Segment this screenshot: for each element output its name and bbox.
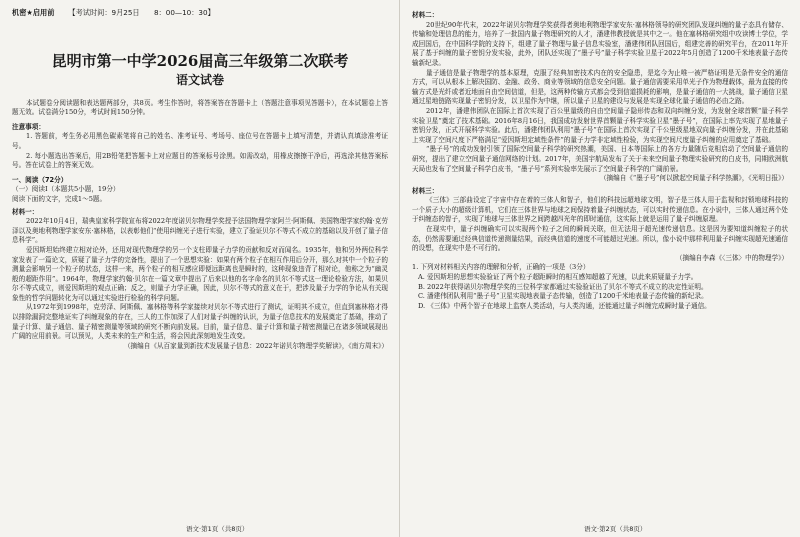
option-d: D. 《三体》中两个智子在地球上监察人类活动，与人类沟通，还能通过量子纠缠完成瞬时量子通信。 — [418, 301, 711, 310]
footer-page-1: 语文·第1页（共8页） — [186, 525, 249, 533]
option-a: A. 爱因斯坦的思想实验验证了两个粒子超距瞬时的相互感知超越了光速，以此来质疑量子力学。 — [418, 273, 698, 282]
question-1: 1. 下列对材料相关内容的理解和分析，正确的一项是（3分） — [412, 263, 590, 272]
note-item: 2. 每小题选出答案后，用2B铅笔把答题卡上对应题目的答案标号涂黑。如需改动，用橡皮擦擦干净后，再选涂其他答案标号。答在试卷上的答案无效。 — [12, 151, 388, 170]
page-title: 昆明市第一中学2026届高三年级第二次联考 — [51, 51, 349, 70]
footer-page-2: 语文·第2页（共8页） — [584, 525, 647, 533]
option-c: C. 潘建伟团队利用“墨子号”卫星实现地表量子态传输，创造了1200千米地表量子态传输的新纪录。 — [418, 292, 708, 301]
option-b: B. 2022年获得诺贝尔物理学奖的三位科学家都通过实验验证出了贝尔不等式不成立的决定性证明。 — [418, 282, 708, 291]
paragraph: 2012年，潘建伟团队在国际上首次实现了百公里量级的自由空间量子隐形传态和双向纠缠分发，为发射全球首颗“量子科学实验卫星”奠定了技术基础。2016年8月16日，我国成功发射世界首颗量子科学实验卫星“墨子号”，在国际上率先实现了星地量子密钥分发，正式开展科学实验。此后，潘建伟团队利用“墨子号”在国际上首次实现了千公里级星地双向量子纠缠分发，并在此基础上实现了空间尺度下严格满足“爱因斯坦定域性条件”的量子力学非定域性检验，为实现空间尺度量子纠缠的应用奠定了基础。 — [412, 106, 788, 144]
instruction-text: 阅读下面的文字，完成1～5题。 — [12, 194, 107, 203]
paragraph: 《三体》三部曲设定了宇宙中存在着的三体人和智子，他们的科技远超地球文明，智子是三体人用于监视和封锁地球科技的一个质子大小的超级计算机，它们在三体世界与地球之间保持着量子纠缠状态，可以实时传递信息。在小说中，三体人通过两个处于纠缠态的智子，实现了地球与三体世界之间跨越四光年的即时通信，这实际上就是运用了量子纠缠原理。 — [412, 196, 788, 224]
paragraph: 爱因斯坦始终建立相对论外，还用对现代物理学的另一个支柱即量子力学的贡献和反对而闻名。1935年，他和另外两位科学家发表了一篇论文，质疑了量子力学的完备性，提出了一个思想实验：如果有两个粒子在相互作用后分开，那么对其中一个粒子的测量会影响另一个粒子的状态，这样一来，两个粒子的相互感应即便远距离也是瞬时的，这种现象违背了相对论，他称之为“幽灵般的超距作用”。1964年，物理学家约翰·贝尔在一篇文章中提出了后来以他的名字命名的贝尔不等式这一理论检验方法，如果贝尔不等式成立，则爱因斯坦的观点正确；反之，则量子力学正确，因此，贝尔不等式的意义在于，把涉及量子力学的争论从有关现象性的哲学问题转化为可以通过实验进行检验的科学问题。 — [12, 245, 388, 302]
paragraph: “墨子号”的成功发射引领了国际空间量子科学的研究热潮，美国、日本等国际上的各方力量随后竞相启动了空间量子通信的研究，提出了建立空间量子通信网络的计划。2017年，美国宇航局发布了关于未来空间量子物理实验研究的白皮书，同期欧洲航天局也发布了空间量子科学白皮书，“墨子号”系列实验率先展示了空间量子科学的广阔前景。 — [412, 145, 788, 173]
column-divider — [399, 0, 400, 537]
material-label: 材料一： — [12, 207, 39, 216]
notes-title: 注意事项： — [12, 122, 45, 131]
source-citation: （摘编自《“墨子号”何以掀起空间量子科学热潮》，《光明日报》） — [599, 174, 788, 183]
source-citation: （摘编自《从百家量到新技术发展量子信息：2022年诺贝尔物理学奖解读》，《南方周末》） — [123, 341, 388, 350]
section-heading: 一、阅读（72分） — [12, 175, 68, 184]
paragraph: 量子通信是量子物理学的基本原理，克服了经典加密技术内在的安全隐患，是迄今为止唯一被严格证明是无条件安全的通信方式，可以从根本上解决国防、金融、政务、商业等领域的信息安全问题。量子通信需要采用单光子作为物理载体，最为直接的传输方式是光纤或者近地面自由空间信道，但是，这两种传输方式都会受到信道损耗的影响，是量子通信的一大挑战，量子通信卫星通过星地链路实现量子密钥分发，以卫星作为中继，所以量子卫星的建设与发展是实现全球化量子通信的必由之路。 — [412, 68, 788, 106]
intro-text: 本试题卷分阅读题和表达题两部分，共8页。考生作答时，将答案答在答题卡上（答题注意事项见答题卡），在本试题卷上答题无效。试卷满分150分，考试时间150分钟。 — [12, 98, 388, 117]
note-item: 1. 答题前，考生务必用黑色碳素笔将自己的姓名、准考证号、考场号、座位号在答题卡上填写清楚，并请认真填涂准考证号。 — [12, 132, 388, 150]
right-column — [412, 8, 788, 311]
paragraph: 20世纪90年代末，2022年诺贝尔物理学奖获得者奥地利物理学家安东·塞林格领导的研究团队发现纠缠的量子态具有储存、传输和处理信息的能力，培养了一批国内量子物理研究的人才，潘建伟教授就是其中之一。他在塞林格研究组中攻读博士学位，学成回国后，在中国科学院的支持下，组建了量子物理与量子信息实验室，潘建伟团队回国后，组建完善的研究平台，在2011年开展了基于纠缠的量子密钥分发实验，此外，团队还实现了“墨子号”量子科学实验卫星于2022年5月创造了1200千米地表量子态传输新纪录。 — [412, 20, 788, 67]
left-column — [12, 8, 388, 351]
page-subtitle: 语文试卷 — [175, 72, 224, 87]
source-citation: （摘编自李森《〈三体〉中的物理学》） — [675, 253, 788, 262]
subsection-heading: （一）阅读Ⅰ（本题共5小题，19分） — [12, 185, 120, 194]
paragraph: 在现实中，量子纠缠确实可以实现两个粒子之间的瞬间关联，但无法用于超光速传递信息。这是因为要知道纠缠粒子的状态，仍然需要通过经典信道传递测量结果，而经典信道的速度不可能超过光速。所以，像小说中那样利用量子纠缠实现超光速通信的设想，在现实中是不可行的。 — [412, 225, 788, 253]
header-bar — [12, 8, 388, 18]
material-label: 材料三： — [412, 186, 439, 195]
paragraph: 从1972年到1998年，克劳泽、阿斯佩、塞林格等科学家接续对贝尔不等式进行了测试，证明其不成立，但直到塞林格才得以排除漏洞完整地证实了纠缠现象的存在，三人的工作加深了人们对量子纠缠的认识，为量子信息技术的发展奠定了基础，推动了量子计算、量子通信、量子精密测量等领域的研究不断向前发展。目前，量子信息、量子计算和量子精密测量已在诸多领域展现出广阔的应用前景。可以预见，人类未来的生产和生活，将会因此深刻地发生改变。 — [12, 303, 388, 341]
material-label: 材料二： — [412, 11, 439, 19]
secret-label: 机密★启用前 — [12, 8, 55, 17]
exam-time: 【考试时间：9月25日 8：00—10：30】 — [68, 8, 215, 17]
paragraph: 2022年10月4日，瑞典皇家科学院宣布将2022年度诺贝尔物理学奖授予法国物理学家阿兰·阿斯佩、美国物理学家约翰·克劳泽以及奥地利物理学家安东·塞林格，以表彰他们“使用纠缠光子进行实验，建立了验证贝尔不等式不成立的基础以及开创了量子信息科学”。 — [12, 217, 388, 245]
